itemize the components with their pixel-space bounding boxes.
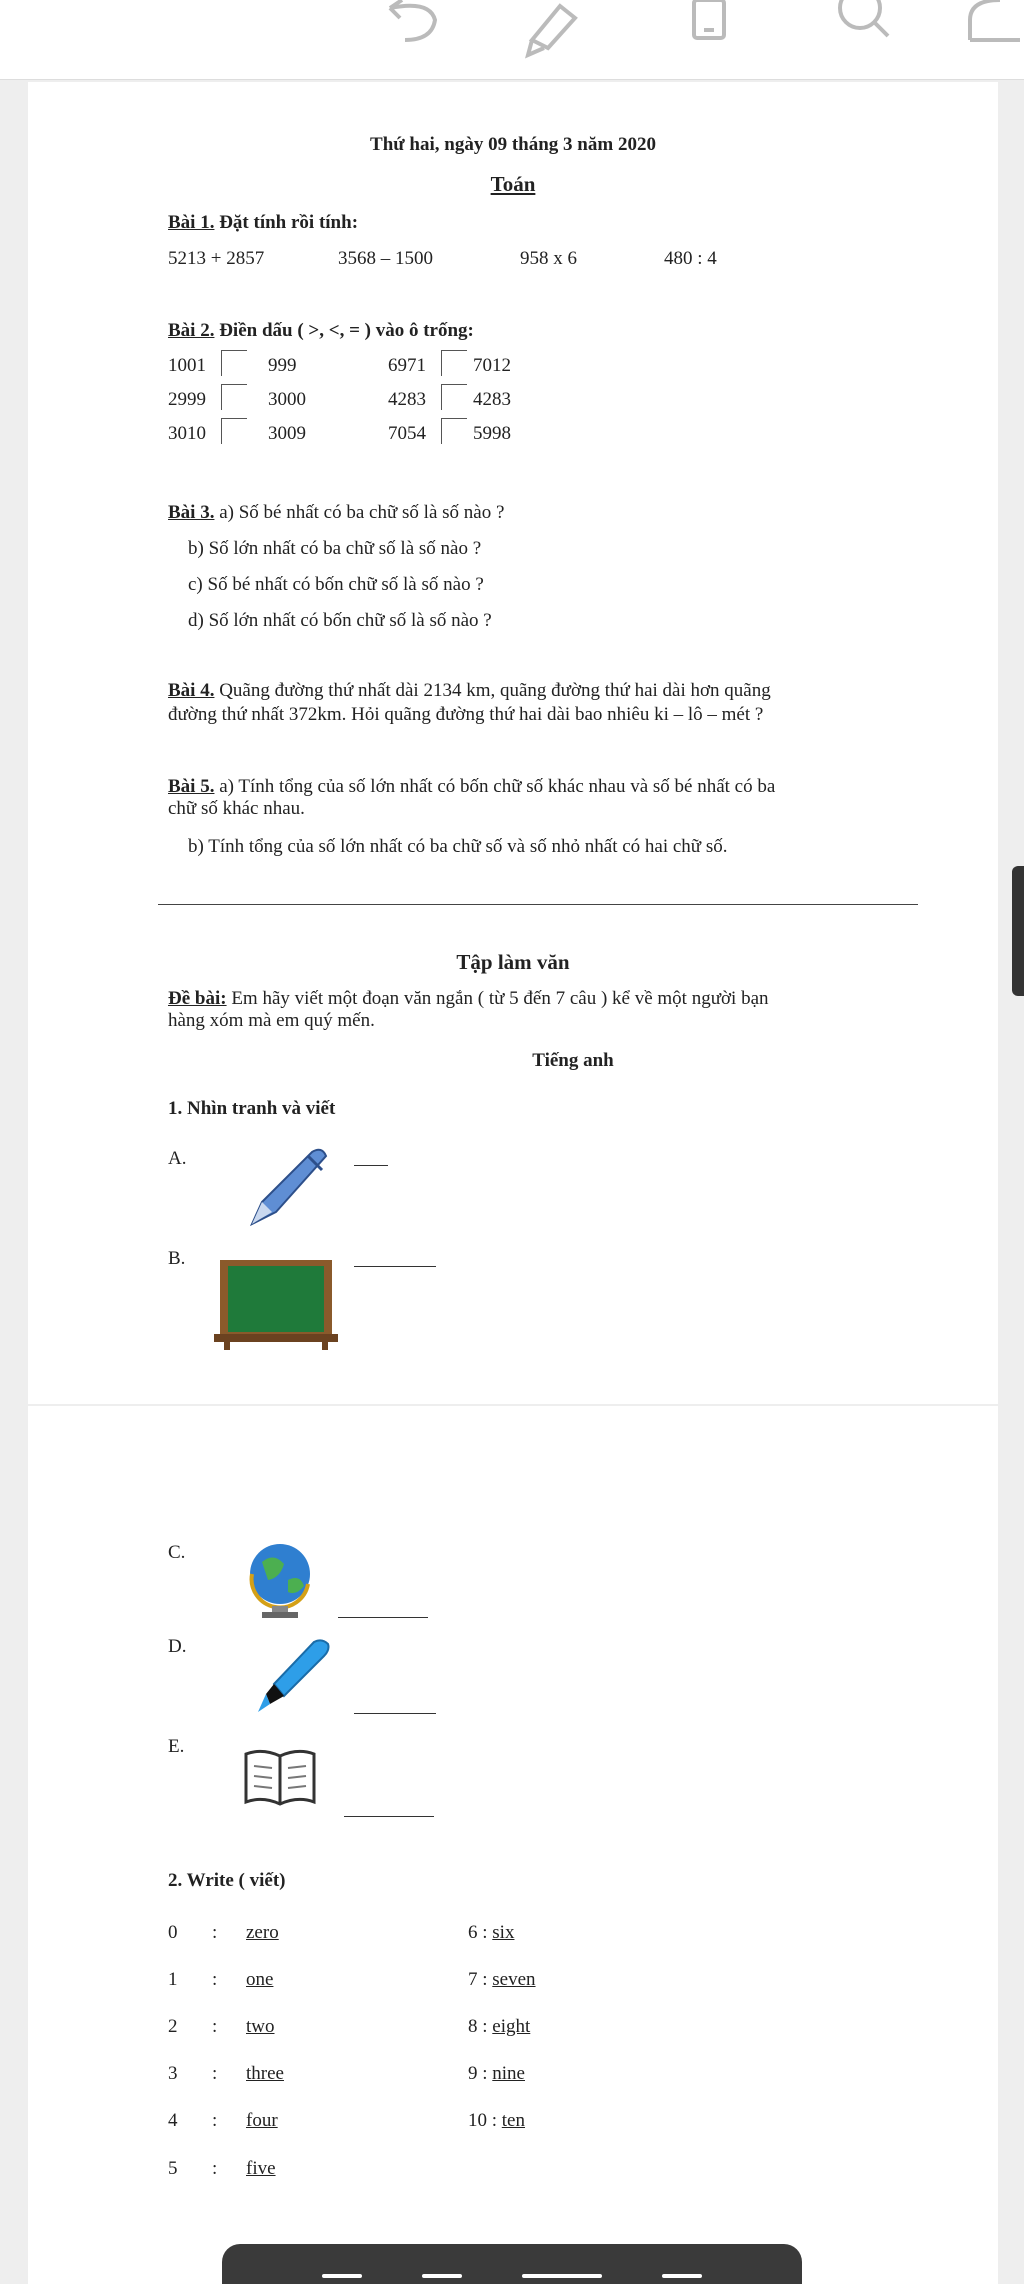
compare-left-b: 999 (268, 355, 297, 376)
compare-box[interactable] (441, 384, 467, 410)
bai1-item: 3568 – 1500 (338, 248, 433, 269)
bai3-line: Bài 3. a) Số bé nhất có ba chữ số là số nào ? (168, 502, 505, 523)
bai1-item: 958 x 6 (520, 248, 577, 269)
answer-blank[interactable] (354, 1713, 436, 1714)
compare-left-b: 3000 (268, 389, 306, 410)
item-letter: E. (168, 1736, 185, 1757)
bai3-line: b) Số lớn nhất có ba chữ số là số nào ? (188, 538, 482, 559)
bai4-line: đường thứ nhất 372km. Hỏi quãng đường thứ hai dài bao nhiêu ki – lô – mét ? (168, 704, 764, 725)
compare-left-a: 2999 (168, 389, 206, 410)
bai4-line: Bài 4. Quãng đường thứ nhất dài 2134 km, quãng đường thứ hai dài hơn quãng (168, 680, 771, 701)
compare-box[interactable] (441, 418, 467, 444)
bai1-item: 5213 + 2857 (168, 248, 265, 269)
document-page-1 (28, 82, 998, 1404)
bai1-item: 480 : 4 (664, 248, 717, 269)
nav-indicator (422, 2274, 462, 2278)
undo-icon[interactable] (370, 0, 460, 60)
compare-left-b: 3009 (268, 423, 306, 444)
number-row: 6 : six (468, 1922, 515, 1943)
bai3-line: c) Số bé nhất có bốn chữ số là số nào ? (188, 574, 484, 595)
tlv-heading: Tập làm văn (456, 950, 570, 974)
more-icon[interactable] (960, 0, 1024, 60)
english-heading: Tiếng anh (532, 1050, 614, 1071)
pen-icon (242, 1142, 342, 1232)
answer-blank[interactable] (354, 1266, 436, 1267)
compare-right-b: 7012 (473, 355, 511, 376)
compare-box[interactable] (221, 418, 247, 444)
document-page-2: C. D. E. 2. Write ( viết) 0 : zero 1 : one 2 : two 3 : three 4 : four 5 : five 6 : six 7 : seven 8 : eight 9 : nine 10 : ten (28, 1406, 998, 2284)
number-row: 9 : nine (468, 2063, 525, 2084)
nav-indicator (322, 2274, 362, 2278)
divider (158, 904, 918, 905)
pen-icon[interactable] (520, 0, 590, 60)
bai3-line: d) Số lớn nhất có bốn chữ số là số nào ? (188, 610, 492, 631)
compare-right-b: 5998 (473, 423, 511, 444)
tlv-line: hàng xóm mà em quý mến. (168, 1010, 375, 1031)
globe-icon (238, 1534, 328, 1624)
bai5-line: Bài 5. a) Tính tổng của số lớn nhất có bốn chữ số khác nhau và số bé nhất có ba (168, 776, 776, 797)
bai1-heading: Bài 1. Đặt tính rồi tính: (168, 212, 359, 233)
compare-box[interactable] (441, 350, 467, 376)
date-heading: Thứ hai, ngày 09 tháng 3 năm 2020 (370, 134, 656, 155)
answer-blank[interactable] (344, 1816, 434, 1817)
section1-heading: 1. Nhìn tranh và viết (168, 1098, 336, 1119)
bai5-line: b) Tính tổng của số lớn nhất có ba chữ số và số nhỏ nhất có hai chữ số. (188, 836, 728, 857)
answer-blank[interactable] (338, 1617, 428, 1618)
bai5-line: chữ số khác nhau. (168, 798, 305, 819)
number-row: 7 : seven (468, 1969, 536, 1990)
blackboard-icon (214, 1254, 338, 1352)
section2-heading: 2. Write ( viết) (168, 1870, 286, 1891)
compare-box[interactable] (221, 384, 247, 410)
nav-indicator (522, 2274, 602, 2278)
compare-right-a: 6971 (388, 355, 426, 376)
compare-left-a: 1001 (168, 355, 206, 376)
item-letter: A. (168, 1148, 187, 1169)
compare-box[interactable] (221, 350, 247, 376)
compare-right-b: 4283 (473, 389, 511, 410)
book-icon (240, 1746, 320, 1810)
scroll-handle[interactable] (1012, 866, 1024, 996)
number-row: 8 : eight (468, 2016, 531, 2037)
compare-left-a: 3010 (168, 423, 206, 444)
bai2-heading: Bài 2. Điền dấu ( >, <, = ) vào ô trống: (168, 320, 474, 341)
nav-indicator (662, 2274, 702, 2278)
item-letter: D. (168, 1636, 187, 1657)
compare-right-a: 4283 (388, 389, 426, 410)
subject-heading: Toán (490, 172, 536, 196)
item-letter: B. (168, 1248, 186, 1269)
bottom-nav-bar (222, 2244, 802, 2284)
item-letter: C. (168, 1542, 186, 1563)
number-row: 10 : ten (468, 2110, 525, 2131)
compare-right-a: 7054 (388, 423, 426, 444)
top-toolbar (0, 0, 1024, 80)
marker-icon (248, 1634, 334, 1714)
phone-icon[interactable] (680, 0, 740, 60)
search-icon[interactable] (830, 0, 900, 60)
tlv-line: Đề bài: Em hãy viết một đoạn văn ngắn ( từ 5 đến 7 câu ) kể về một người bạn (168, 988, 769, 1009)
answer-blank[interactable] (354, 1165, 388, 1166)
